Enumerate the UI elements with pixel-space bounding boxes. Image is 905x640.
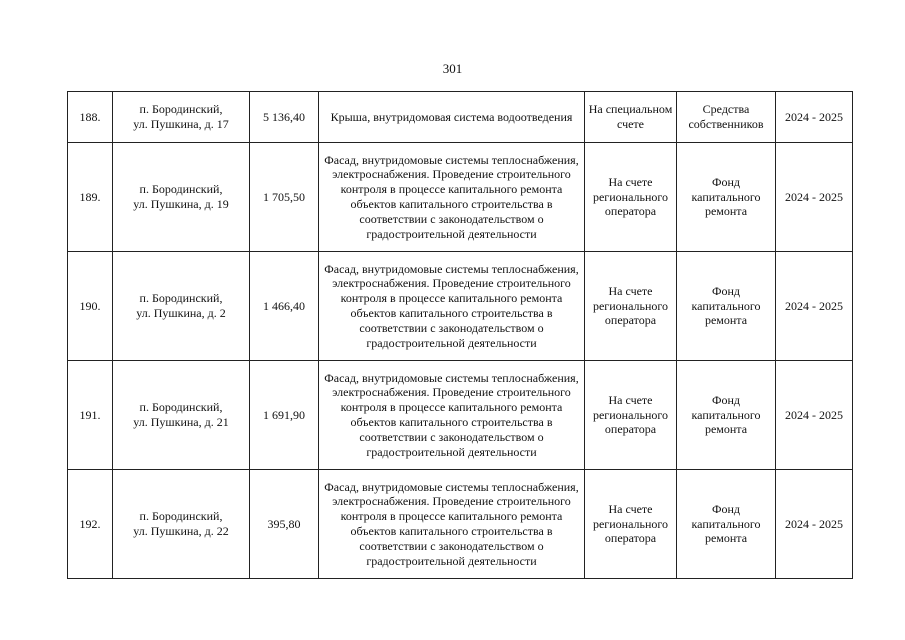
funding-cell: Фонд капитального ремонта <box>677 252 776 361</box>
years-cell: 2024 - 2025 <box>776 92 853 143</box>
table-row <box>68 470 853 579</box>
table-row <box>68 92 853 143</box>
works-cell: Фасад, внутридомовые системы теплоснабжения, электроснабжения. Проведение строительного контроля в процессе капитального ремонта объектов капитального строительства в соответствии с законодательством о градостроительной деятельности <box>319 252 585 361</box>
table-row <box>68 361 853 470</box>
funding-cell: Фонд капитального ремонта <box>677 470 776 579</box>
years-cell: 2024 - 2025 <box>776 143 853 252</box>
row-number: 191. <box>68 361 113 470</box>
address-street: ул. Пушкина, д. 22 <box>133 524 229 538</box>
address-street: ул. Пушкина, д. 19 <box>133 197 229 211</box>
address-settlement: п. Бородинский, <box>139 291 223 306</box>
address-settlement: п. Бородинский, <box>139 509 223 524</box>
address-cell <box>113 252 250 361</box>
row-number: 190. <box>68 252 113 361</box>
address-cell <box>113 361 250 470</box>
table-row <box>68 143 853 252</box>
page-number: 301 <box>442 61 463 76</box>
area-cell: 1 691,90 <box>250 361 319 470</box>
address-settlement: п. Бородинский, <box>139 102 223 117</box>
account-cell: На специальном счете <box>585 92 677 143</box>
address-street: ул. Пушкина, д. 17 <box>133 117 229 131</box>
row-number: 188. <box>68 92 113 143</box>
years-cell: 2024 - 2025 <box>776 470 853 579</box>
works-cell: Фасад, внутридомовые системы теплоснабжения, электроснабжения. Проведение строительного контроля в процессе капитального ремонта объектов капитального строительства в соответствии с законодательством о градостроительной деятельности <box>319 470 585 579</box>
row-number: 189. <box>68 143 113 252</box>
account-cell: На счете регионального оператора <box>585 143 677 252</box>
funding-cell: Средства собственников <box>677 92 776 143</box>
area-cell: 5 136,40 <box>250 92 319 143</box>
row-number: 192. <box>68 470 113 579</box>
funding-cell: Фонд капитального ремонта <box>677 361 776 470</box>
works-cell: Крыша, внутридомовая система водоотведения <box>319 92 585 143</box>
area-cell: 395,80 <box>250 470 319 579</box>
repair-plan-table <box>67 91 853 579</box>
account-cell: На счете регионального оператора <box>585 470 677 579</box>
table-row <box>68 252 853 361</box>
address-street: ул. Пушкина, д. 2 <box>136 306 226 320</box>
area-cell: 1 705,50 <box>250 143 319 252</box>
address-cell <box>113 92 250 143</box>
years-cell: 2024 - 2025 <box>776 252 853 361</box>
account-cell: На счете регионального оператора <box>585 361 677 470</box>
area-cell: 1 466,40 <box>250 252 319 361</box>
works-cell: Фасад, внутридомовые системы теплоснабжения, электроснабжения. Проведение строительного контроля в процессе капитального ремонта объектов капитального строительства в соответствии с законодательством о градостроительной деятельности <box>319 143 585 252</box>
funding-cell: Фонд капитального ремонта <box>677 143 776 252</box>
address-cell <box>113 470 250 579</box>
works-cell: Фасад, внутридомовые системы теплоснабжения, электроснабжения. Проведение строительного контроля в процессе капитального ремонта объектов капитального строительства в соответствии с законодательством о градостроительной деятельности <box>319 361 585 470</box>
years-cell: 2024 - 2025 <box>776 361 853 470</box>
address-settlement: п. Бородинский, <box>139 400 223 415</box>
account-cell: На счете регионального оператора <box>585 252 677 361</box>
address-settlement: п. Бородинский, <box>139 182 223 197</box>
address-cell <box>113 143 250 252</box>
address-street: ул. Пушкина, д. 21 <box>133 415 229 429</box>
